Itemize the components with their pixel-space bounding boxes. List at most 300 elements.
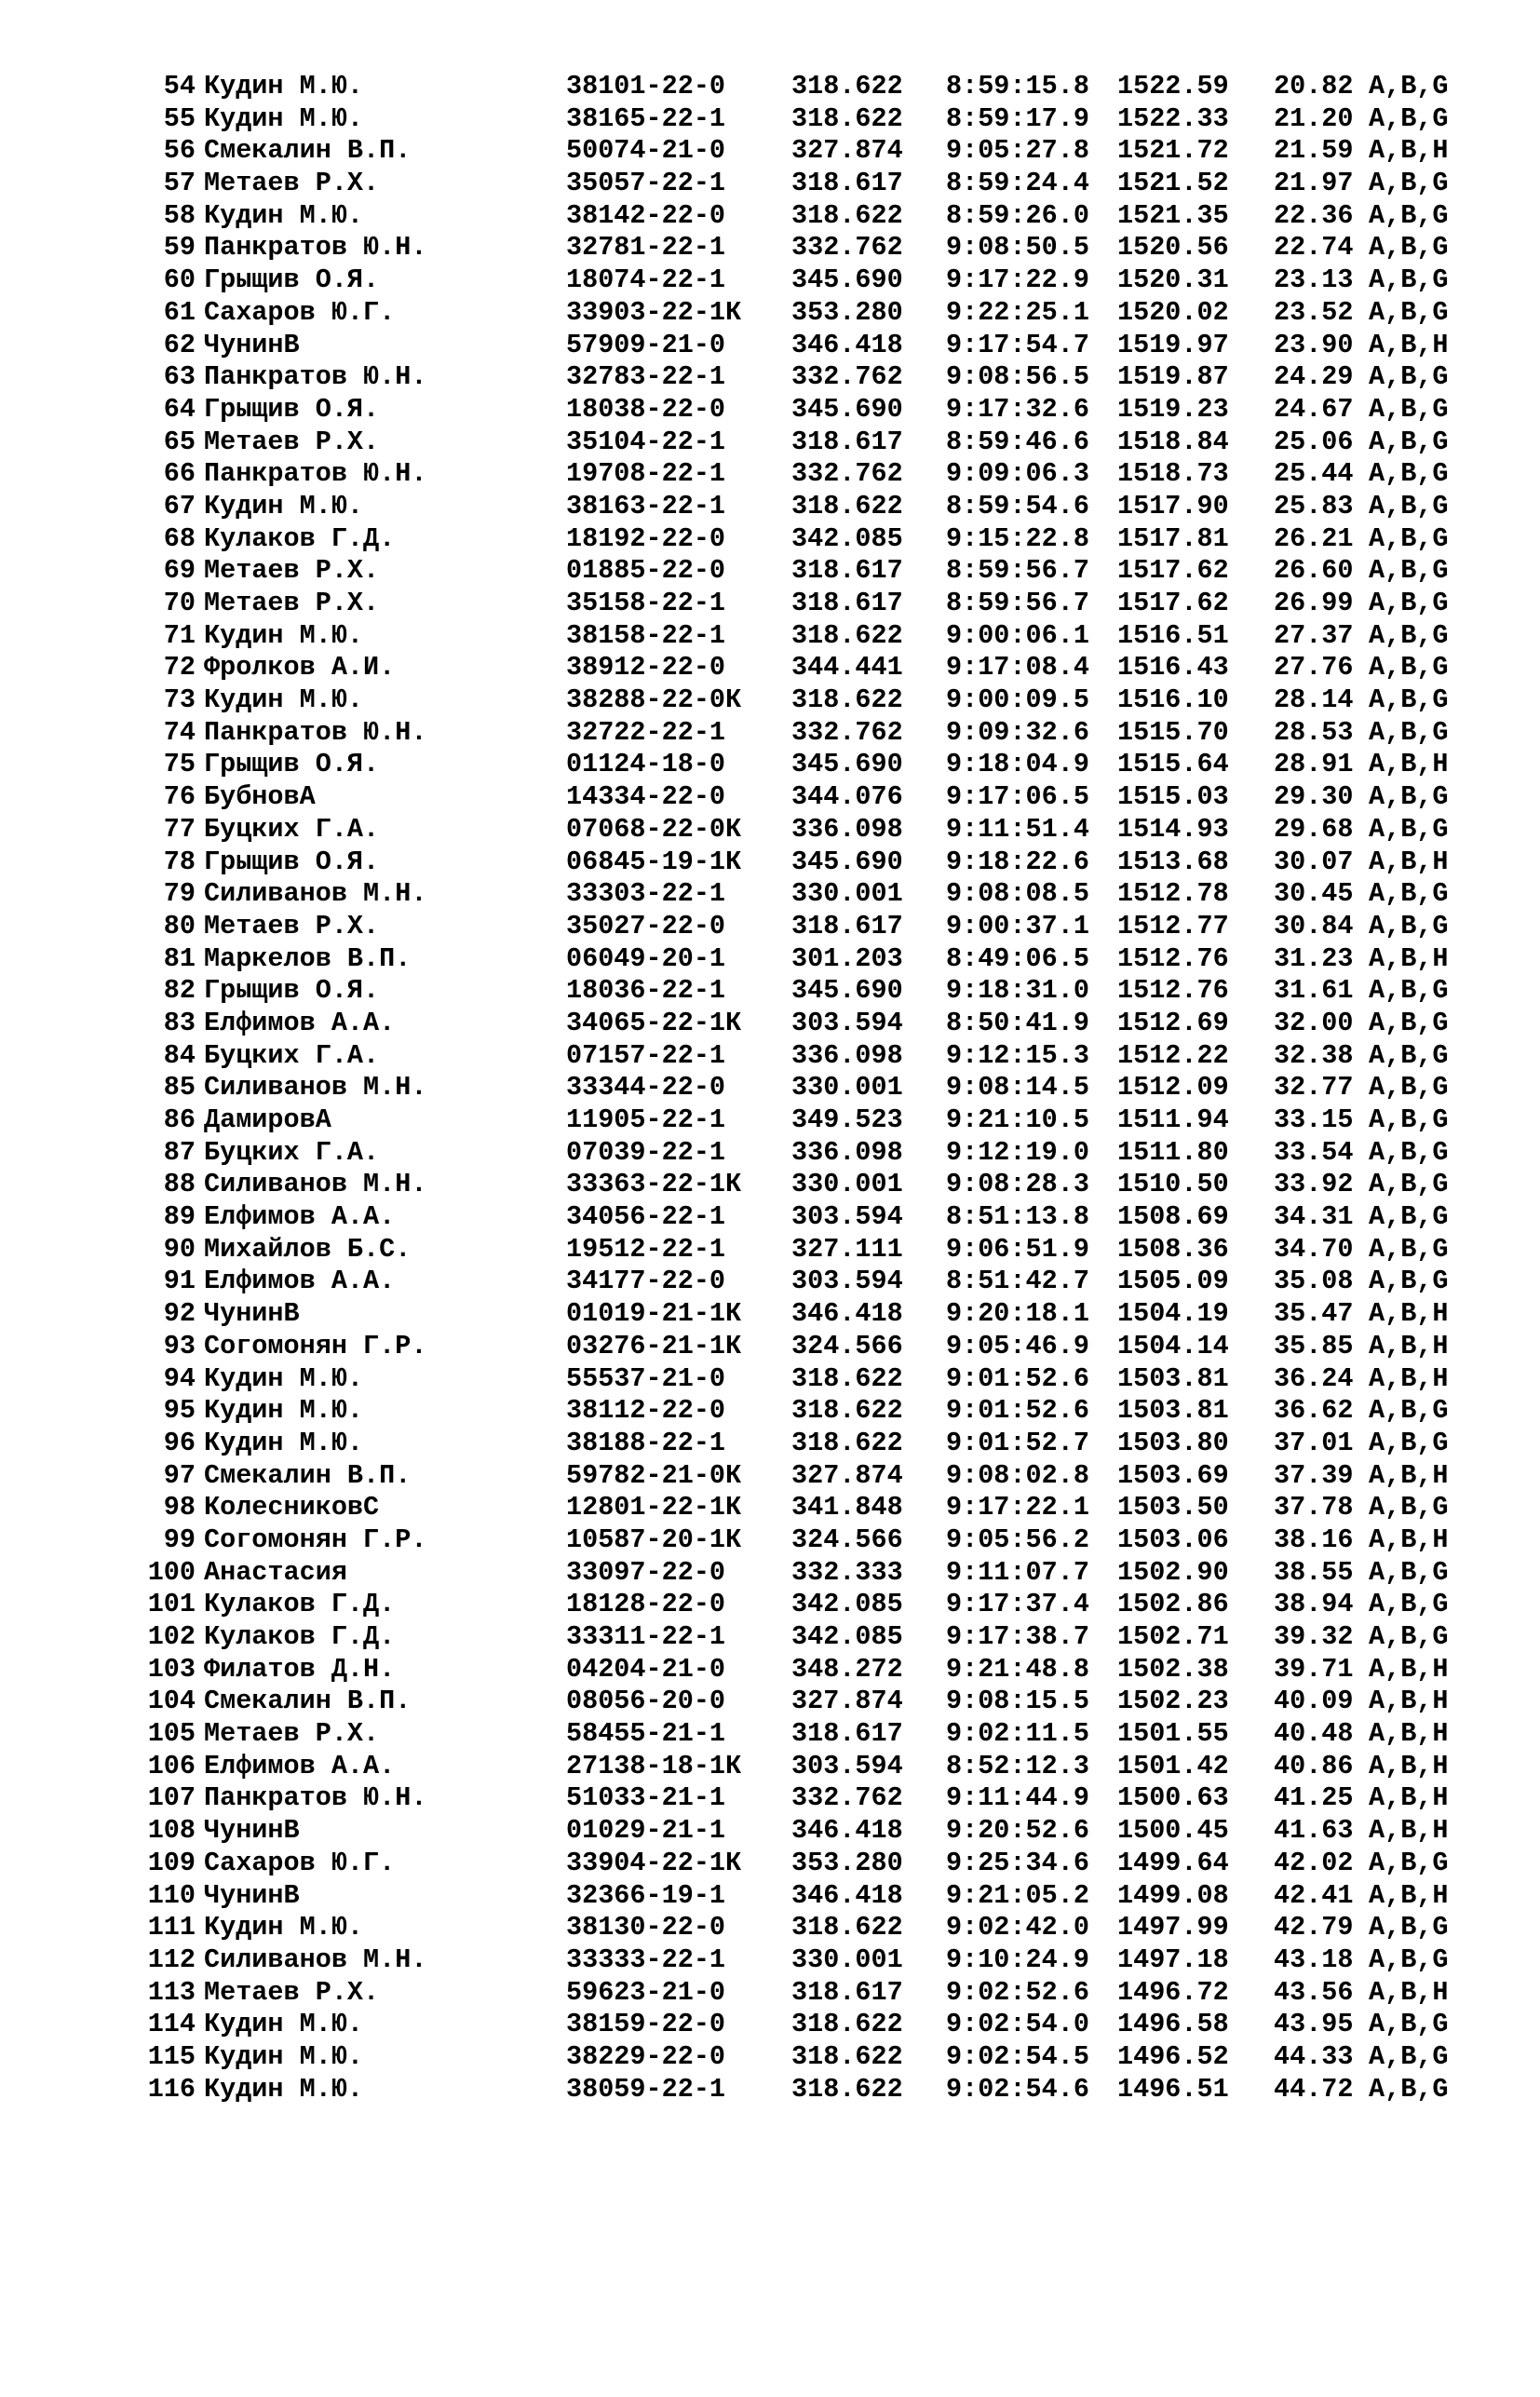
coefficient-cell: 36.24 <box>1274 1362 1354 1394</box>
category-flags-cell: A,B,H <box>1369 1718 1449 1750</box>
coefficient-cell: 27.76 <box>1274 652 1354 684</box>
distance-cell: 330.001 <box>791 1072 903 1104</box>
table-row <box>0 264 1540 297</box>
speed-cell: 1496.58 <box>1117 2009 1229 2040</box>
speed-cell: 1497.18 <box>1117 1943 1229 1975</box>
table-row <box>0 427 1540 459</box>
coefficient-cell: 40.09 <box>1274 1686 1354 1717</box>
arrival-time-cell: 9:09:32.6 <box>946 716 1089 748</box>
speed-cell: 1504.14 <box>1117 1330 1229 1361</box>
place-cell: 96 <box>163 1427 196 1458</box>
coefficient-cell: 37.78 <box>1274 1492 1354 1524</box>
arrival-time-cell: 9:02:54.5 <box>946 2040 1089 2072</box>
place-cell: 106 <box>147 1750 196 1781</box>
fancier-name-cell: Филатов Д.Н. <box>204 1653 396 1685</box>
place-cell: 56 <box>163 135 196 167</box>
distance-cell: 353.280 <box>791 296 903 328</box>
ring-number-cell: 33097-22-0 <box>566 1556 726 1588</box>
fancier-name-cell: Елфимов А.А. <box>204 1750 396 1781</box>
distance-cell: 318.617 <box>791 910 903 941</box>
fancier-name-cell: Метаев Р.Х. <box>204 555 380 587</box>
fancier-name-cell: Анастасия <box>204 1556 347 1588</box>
table-row <box>0 1331 1540 1363</box>
category-flags-cell: A,B,G <box>1369 652 1449 684</box>
arrival-time-cell: 9:17:54.7 <box>946 329 1089 360</box>
coefficient-cell: 34.70 <box>1274 1233 1354 1265</box>
fancier-name-cell: ЧунинВ <box>204 1298 300 1330</box>
speed-cell: 1515.64 <box>1117 749 1229 780</box>
category-flags-cell: A,B,G <box>1369 813 1449 845</box>
speed-cell: 1502.38 <box>1117 1653 1229 1685</box>
distance-cell: 336.098 <box>791 1039 903 1071</box>
ring-number-cell: 38101-22-0 <box>566 71 726 102</box>
place-cell: 82 <box>163 975 196 1007</box>
fancier-name-cell: Панкратов Ю.Н. <box>204 1782 427 1814</box>
arrival-time-cell: 9:17:06.5 <box>946 781 1089 813</box>
coefficient-cell: 32.00 <box>1274 1007 1354 1038</box>
table-row <box>0 1751 1540 1783</box>
speed-cell: 1503.06 <box>1117 1524 1229 1555</box>
table-row <box>0 1363 1540 1396</box>
coefficient-cell: 22.36 <box>1274 199 1354 231</box>
distance-cell: 301.203 <box>791 942 903 974</box>
speed-cell: 1513.68 <box>1117 846 1229 877</box>
distance-cell: 342.085 <box>791 1589 903 1620</box>
coefficient-cell: 42.02 <box>1274 1847 1354 1878</box>
arrival-time-cell: 9:18:04.9 <box>946 749 1089 780</box>
arrival-time-cell: 9:12:15.3 <box>946 1039 1089 1071</box>
ring-number-cell: 38142-22-0 <box>566 199 726 231</box>
arrival-time-cell: 8:59:56.7 <box>946 555 1089 587</box>
table-row <box>0 1169 1540 1201</box>
category-flags-cell: A,B,G <box>1369 684 1449 716</box>
ring-number-cell: 50074-21-0 <box>566 135 726 167</box>
speed-cell: 1511.94 <box>1117 1104 1229 1135</box>
speed-cell: 1503.80 <box>1117 1427 1229 1458</box>
ring-number-cell: 18074-22-1 <box>566 264 726 296</box>
place-cell: 103 <box>147 1653 196 1685</box>
place-cell: 109 <box>147 1847 196 1878</box>
fancier-name-cell: Грыщив О.Я. <box>204 264 380 296</box>
coefficient-cell: 35.08 <box>1274 1266 1354 1297</box>
table-row <box>0 1589 1540 1621</box>
coefficient-cell: 25.83 <box>1274 490 1354 521</box>
ring-number-cell: 32783-22-1 <box>566 361 726 393</box>
distance-cell: 330.001 <box>791 1169 903 1200</box>
speed-cell: 1499.08 <box>1117 1879 1229 1911</box>
table-row <box>0 394 1540 427</box>
speed-cell: 1496.72 <box>1117 1976 1229 2008</box>
speed-cell: 1496.51 <box>1117 2073 1229 2105</box>
fancier-name-cell: Кудин М.Ю. <box>204 2009 364 2040</box>
arrival-time-cell: 9:20:52.6 <box>946 1815 1089 1847</box>
arrival-time-cell: 9:15:22.8 <box>946 522 1089 554</box>
coefficient-cell: 39.71 <box>1274 1653 1354 1685</box>
ring-number-cell: 33344-22-0 <box>566 1072 726 1104</box>
fancier-name-cell: Смекалин В.П. <box>204 1686 412 1717</box>
arrival-time-cell: 9:05:27.8 <box>946 135 1089 167</box>
place-cell: 59 <box>163 232 196 264</box>
distance-cell: 330.001 <box>791 878 903 910</box>
speed-cell: 1504.19 <box>1117 1298 1229 1330</box>
distance-cell: 332.762 <box>791 1782 903 1814</box>
speed-cell: 1512.76 <box>1117 975 1229 1007</box>
category-flags-cell: A,B,H <box>1369 1782 1449 1814</box>
fancier-name-cell: ДамировА <box>204 1104 331 1135</box>
category-flags-cell: A,B,H <box>1369 942 1449 974</box>
arrival-time-cell: 8:50:41.9 <box>946 1007 1089 1038</box>
fancier-name-cell: Грыщив О.Я. <box>204 975 380 1007</box>
table-row <box>0 1880 1540 1913</box>
coefficient-cell: 23.13 <box>1274 264 1354 296</box>
speed-cell: 1521.35 <box>1117 199 1229 231</box>
table-row <box>0 491 1540 523</box>
category-flags-cell: A,B,G <box>1369 975 1449 1007</box>
speed-cell: 1512.78 <box>1117 878 1229 910</box>
place-cell: 87 <box>163 1136 196 1168</box>
place-cell: 80 <box>163 910 196 941</box>
coefficient-cell: 21.59 <box>1274 135 1354 167</box>
arrival-time-cell: 9:17:38.7 <box>946 1621 1089 1652</box>
speed-cell: 1521.52 <box>1117 168 1229 199</box>
coefficient-cell: 37.01 <box>1274 1427 1354 1458</box>
arrival-time-cell: 9:06:51.9 <box>946 1233 1089 1265</box>
distance-cell: 346.418 <box>791 329 903 360</box>
place-cell: 98 <box>163 1492 196 1524</box>
distance-cell: 318.622 <box>791 1912 903 1943</box>
table-row <box>0 684 1540 717</box>
fancier-name-cell: КолесниковС <box>204 1492 380 1524</box>
table-row <box>0 975 1540 1008</box>
table-row <box>0 1524 1540 1557</box>
arrival-time-cell: 8:59:24.4 <box>946 168 1089 199</box>
fancier-name-cell: Силиванов М.Н. <box>204 1072 427 1104</box>
ring-number-cell: 18192-22-0 <box>566 522 726 554</box>
fancier-name-cell: Кудин М.Ю. <box>204 619 364 651</box>
place-cell: 100 <box>147 1556 196 1588</box>
fancier-name-cell: Панкратов Ю.Н. <box>204 458 427 490</box>
ring-number-cell: 06049-20-1 <box>566 942 726 974</box>
coefficient-cell: 26.60 <box>1274 555 1354 587</box>
speed-cell: 1512.76 <box>1117 942 1229 974</box>
coefficient-cell: 28.14 <box>1274 684 1354 716</box>
place-cell: 86 <box>163 1104 196 1135</box>
distance-cell: 342.085 <box>791 1621 903 1652</box>
distance-cell: 342.085 <box>791 522 903 554</box>
table-row <box>0 846 1540 879</box>
distance-cell: 324.566 <box>791 1330 903 1361</box>
arrival-time-cell: 8:51:13.8 <box>946 1201 1089 1233</box>
coefficient-cell: 40.86 <box>1274 1750 1354 1781</box>
ring-number-cell: 01029-21-1 <box>566 1815 726 1847</box>
coefficient-cell: 39.32 <box>1274 1621 1354 1652</box>
distance-cell: 318.622 <box>791 102 903 134</box>
distance-cell: 336.098 <box>791 1136 903 1168</box>
fancier-name-cell: Панкратов Ю.Н. <box>204 361 427 393</box>
place-cell: 94 <box>163 1362 196 1394</box>
category-flags-cell: A,B,H <box>1369 1686 1449 1717</box>
place-cell: 61 <box>163 296 196 328</box>
fancier-name-cell: БубновА <box>204 781 316 813</box>
coefficient-cell: 44.33 <box>1274 2040 1354 2072</box>
speed-cell: 1501.55 <box>1117 1718 1229 1750</box>
distance-cell: 327.111 <box>791 1233 903 1265</box>
arrival-time-cell: 9:11:44.9 <box>946 1782 1089 1814</box>
place-cell: 55 <box>163 102 196 134</box>
fancier-name-cell: Сахаров Ю.Г. <box>204 296 396 328</box>
arrival-time-cell: 8:52:12.3 <box>946 1750 1089 1781</box>
place-cell: 67 <box>163 490 196 521</box>
category-flags-cell: A,B,G <box>1369 619 1449 651</box>
speed-cell: 1503.50 <box>1117 1492 1229 1524</box>
coefficient-cell: 42.41 <box>1274 1879 1354 1911</box>
table-row <box>0 2041 1540 2074</box>
coefficient-cell: 32.77 <box>1274 1072 1354 1104</box>
table-row <box>0 749 1540 781</box>
fancier-name-cell: Согомонян Г.Р. <box>204 1524 427 1555</box>
category-flags-cell: A,B,G <box>1369 1427 1449 1458</box>
category-flags-cell: A,B,G <box>1369 1556 1449 1588</box>
speed-cell: 1502.90 <box>1117 1556 1229 1588</box>
speed-cell: 1503.81 <box>1117 1395 1229 1427</box>
table-row <box>0 297 1540 330</box>
ring-number-cell: 35027-22-0 <box>566 910 726 941</box>
coefficient-cell: 40.48 <box>1274 1718 1354 1750</box>
ring-number-cell: 57909-21-0 <box>566 329 726 360</box>
category-flags-cell: A,B,G <box>1369 1233 1449 1265</box>
coefficient-cell: 23.90 <box>1274 329 1354 360</box>
place-cell: 66 <box>163 458 196 490</box>
category-flags-cell: A,B,G <box>1369 1072 1449 1104</box>
fancier-name-cell: Буцких Г.А. <box>204 813 380 845</box>
arrival-time-cell: 8:59:46.6 <box>946 426 1089 457</box>
fancier-name-cell: Маркелов В.П. <box>204 942 412 974</box>
table-row <box>0 1944 1540 1977</box>
category-flags-cell: A,B,H <box>1369 1524 1449 1555</box>
speed-cell: 1503.69 <box>1117 1459 1229 1491</box>
category-flags-cell: A,B,G <box>1369 2040 1449 2072</box>
category-flags-cell: A,B,H <box>1369 1653 1449 1685</box>
arrival-time-cell: 9:17:22.1 <box>946 1492 1089 1524</box>
fancier-name-cell: ЧунинВ <box>204 329 300 360</box>
arrival-time-cell: 9:21:10.5 <box>946 1104 1089 1135</box>
place-cell: 111 <box>147 1912 196 1943</box>
ring-number-cell: 12801-22-1К <box>566 1492 742 1524</box>
table-row <box>0 717 1540 750</box>
fancier-name-cell: Метаев Р.Х. <box>204 588 380 618</box>
distance-cell: 327.874 <box>791 1686 903 1717</box>
place-cell: 64 <box>163 393 196 425</box>
ring-number-cell: 01124-18-0 <box>566 749 726 780</box>
coefficient-cell: 38.55 <box>1274 1556 1354 1588</box>
coefficient-cell: 30.45 <box>1274 878 1354 910</box>
category-flags-cell: A,B,G <box>1369 232 1449 264</box>
speed-cell: 1516.51 <box>1117 619 1229 651</box>
category-flags-cell: A,B,G <box>1369 2009 1449 2040</box>
speed-cell: 1520.56 <box>1117 232 1229 264</box>
place-cell: 89 <box>163 1201 196 1233</box>
fancier-name-cell: Елфимов А.А. <box>204 1266 396 1297</box>
speed-cell: 1508.36 <box>1117 1233 1229 1265</box>
ring-number-cell: 01019-21-1К <box>566 1298 742 1330</box>
category-flags-cell: A,B,H <box>1369 846 1449 877</box>
ring-number-cell: 27138-18-1К <box>566 1750 742 1781</box>
ring-number-cell: 38130-22-0 <box>566 1912 726 1943</box>
arrival-time-cell: 9:08:08.5 <box>946 878 1089 910</box>
fancier-name-cell: Грыщив О.Я. <box>204 393 380 425</box>
coefficient-cell: 32.38 <box>1274 1039 1354 1071</box>
coefficient-cell: 43.18 <box>1274 1943 1354 1975</box>
fancier-name-cell: Кудин М.Ю. <box>204 490 364 521</box>
place-cell: 58 <box>163 199 196 231</box>
place-cell: 116 <box>147 2073 196 2105</box>
fancier-name-cell: Буцких Г.А. <box>204 1039 380 1071</box>
category-flags-cell: A,B,G <box>1369 1589 1449 1620</box>
fancier-name-cell: Буцких Г.А. <box>204 1136 380 1168</box>
speed-cell: 1510.50 <box>1117 1169 1229 1200</box>
speed-cell: 1500.63 <box>1117 1782 1229 1814</box>
distance-cell: 344.076 <box>791 781 903 813</box>
place-cell: 75 <box>163 749 196 780</box>
table-row <box>0 200 1540 233</box>
speed-cell: 1521.72 <box>1117 135 1229 167</box>
speed-cell: 1505.09 <box>1117 1266 1229 1297</box>
table-row <box>0 1621 1540 1654</box>
fancier-name-cell: Панкратов Ю.Н. <box>204 716 427 748</box>
distance-cell: 318.622 <box>791 71 903 102</box>
category-flags-cell: A,B,H <box>1369 1362 1449 1394</box>
fancier-name-cell: Метаев Р.Х. <box>204 426 380 457</box>
category-flags-cell: A,B,G <box>1369 458 1449 490</box>
distance-cell: 345.690 <box>791 846 903 877</box>
distance-cell: 303.594 <box>791 1750 903 1781</box>
fancier-name-cell: Кулаков Г.Д. <box>204 1589 396 1620</box>
place-cell: 113 <box>147 1976 196 2008</box>
fancier-name-cell: Кулаков Г.Д. <box>204 1621 396 1652</box>
arrival-time-cell: 9:00:06.1 <box>946 619 1089 651</box>
coefficient-cell: 33.54 <box>1274 1136 1354 1168</box>
distance-cell: 318.622 <box>791 2040 903 2072</box>
table-row <box>0 361 1540 394</box>
table-row <box>0 1718 1540 1751</box>
speed-cell: 1522.59 <box>1117 71 1229 102</box>
distance-cell: 318.622 <box>791 199 903 231</box>
ring-number-cell: 08056-20-0 <box>566 1686 726 1717</box>
arrival-time-cell: 8:59:56.7 <box>946 588 1089 618</box>
arrival-time-cell: 9:09:06.3 <box>946 458 1089 490</box>
fancier-name-cell: Кудин М.Ю. <box>204 102 364 134</box>
place-cell: 65 <box>163 426 196 457</box>
fancier-name-cell: Кудин М.Ю. <box>204 1427 364 1458</box>
category-flags-cell: A,B,G <box>1369 490 1449 521</box>
distance-cell: 318.617 <box>791 426 903 457</box>
table-row <box>0 652 1540 684</box>
speed-cell: 1515.70 <box>1117 716 1229 748</box>
place-cell: 73 <box>163 684 196 716</box>
speed-cell: 1515.03 <box>1117 781 1229 813</box>
category-flags-cell: A,B,G <box>1369 910 1449 941</box>
distance-cell: 345.690 <box>791 975 903 1007</box>
ring-number-cell: 38159-22-0 <box>566 2009 726 2040</box>
coefficient-cell: 21.20 <box>1274 102 1354 134</box>
distance-cell: 332.762 <box>791 716 903 748</box>
place-cell: 77 <box>163 813 196 845</box>
place-cell: 76 <box>163 781 196 813</box>
category-flags-cell: A,B,H <box>1369 1750 1449 1781</box>
fancier-name-cell: Согомонян Г.Р. <box>204 1330 427 1361</box>
arrival-time-cell: 9:02:52.6 <box>946 1976 1089 2008</box>
coefficient-cell: 28.91 <box>1274 749 1354 780</box>
ring-number-cell: 38188-22-1 <box>566 1427 726 1458</box>
arrival-time-cell: 9:08:02.8 <box>946 1459 1089 1491</box>
place-cell: 74 <box>163 716 196 748</box>
ring-number-cell: 34065-22-1К <box>566 1007 742 1038</box>
fancier-name-cell: Кудин М.Ю. <box>204 684 364 716</box>
fancier-name-cell: Силиванов М.Н. <box>204 1943 427 1975</box>
table-row <box>0 1298 1540 1331</box>
fancier-name-cell: Кудин М.Ю. <box>204 1912 364 1943</box>
coefficient-cell: 28.53 <box>1274 716 1354 748</box>
distance-cell: 318.622 <box>791 1395 903 1427</box>
category-flags-cell: A,B,G <box>1369 264 1449 296</box>
speed-cell: 1516.10 <box>1117 684 1229 716</box>
ring-number-cell: 58455-21-1 <box>566 1718 726 1750</box>
ring-number-cell: 32781-22-1 <box>566 232 726 264</box>
table-row <box>0 588 1540 620</box>
ring-number-cell: 59623-21-0 <box>566 1976 726 2008</box>
ring-number-cell: 18036-22-1 <box>566 975 726 1007</box>
coefficient-cell: 38.16 <box>1274 1524 1354 1555</box>
speed-cell: 1508.69 <box>1117 1201 1229 1233</box>
coefficient-cell: 31.23 <box>1274 942 1354 974</box>
place-cell: 114 <box>147 2009 196 2040</box>
distance-cell: 332.762 <box>791 458 903 490</box>
table-row <box>0 1008 1540 1040</box>
table-row <box>0 168 1540 200</box>
speed-cell: 1512.22 <box>1117 1039 1229 1071</box>
fancier-name-cell: Метаев Р.Х. <box>204 1976 380 2008</box>
coefficient-cell: 34.31 <box>1274 1201 1354 1233</box>
distance-cell: 353.280 <box>791 1847 903 1878</box>
speed-cell: 1517.81 <box>1117 522 1229 554</box>
table-row <box>0 135 1540 168</box>
speed-cell: 1519.97 <box>1117 329 1229 360</box>
arrival-time-cell: 9:17:22.9 <box>946 264 1089 296</box>
category-flags-cell: A,B,H <box>1369 1459 1449 1491</box>
category-flags-cell: A,B,G <box>1369 522 1449 554</box>
arrival-time-cell: 9:02:54.6 <box>946 2073 1089 2105</box>
distance-cell: 303.594 <box>791 1201 903 1233</box>
coefficient-cell: 29.68 <box>1274 813 1354 845</box>
place-cell: 107 <box>147 1782 196 1814</box>
ring-number-cell: 55537-21-0 <box>566 1362 726 1394</box>
speed-cell: 1522.33 <box>1117 102 1229 134</box>
category-flags-cell: A,B,H <box>1369 135 1449 167</box>
coefficient-cell: 41.25 <box>1274 1782 1354 1814</box>
ring-number-cell: 38059-22-1 <box>566 2073 726 2105</box>
arrival-time-cell: 9:08:14.5 <box>946 1072 1089 1104</box>
ring-number-cell: 14334-22-0 <box>566 781 726 813</box>
table-row <box>0 1912 1540 1944</box>
coefficient-cell: 30.07 <box>1274 846 1354 877</box>
distance-cell: 318.622 <box>791 684 903 716</box>
fancier-name-cell: Кудин М.Ю. <box>204 71 364 102</box>
arrival-time-cell: 9:17:08.4 <box>946 652 1089 684</box>
category-flags-cell: A,B,G <box>1369 2073 1449 2105</box>
ring-number-cell: 07068-22-0К <box>566 813 742 845</box>
coefficient-cell: 22.74 <box>1274 232 1354 264</box>
arrival-time-cell: 8:59:15.8 <box>946 71 1089 102</box>
